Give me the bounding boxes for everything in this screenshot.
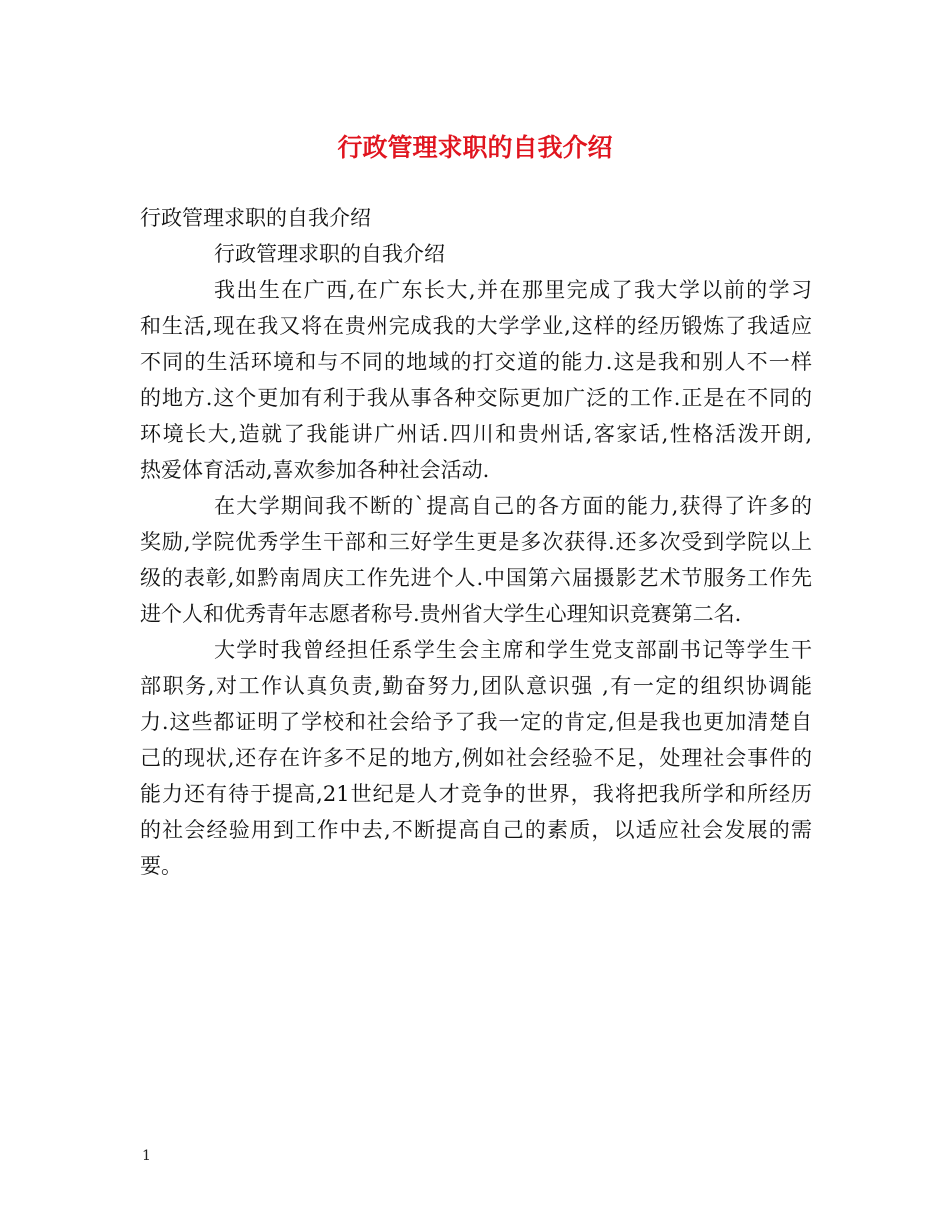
paragraph-line: 和生活,现在我又将在贵州完成我的大学学业,这样的经历锻炼了我适应 [140, 314, 812, 338]
paragraph-line: 大学时我曾经担任系学生会主席和学生党支部副书记等学生干 [214, 638, 812, 662]
document-body [140, 200, 812, 884]
paragraph-line: 进个人和优秀青年志愿者称号.贵州省大学生心理知识竞赛第二名. [140, 602, 742, 626]
paragraph-line: 不同的生活环境和与不同的地域的打交道的能力.这是我和别人不一样 [140, 350, 812, 374]
paragraph-line: 要。 [140, 854, 182, 878]
page-number: 1 [142, 1148, 151, 1164]
paragraph-line: 力.这些都证明了学校和社会给予了我一定的肯定,但是我也更加清楚自 [140, 710, 812, 734]
body-subheading: 行政管理求职的自我介绍 [214, 242, 445, 266]
paragraph-line: 在大学期间我不断的`提高自己的各方面的能力,获得了许多的 [214, 494, 812, 518]
paragraph-line: 热爱体育活动,喜欢参加各种社会活动. [140, 458, 490, 482]
paragraph-line: 能力还有待于提高,21世纪是人才竞争的世界，我将把我所学和所经历 [140, 782, 812, 806]
paragraph-line: 的地方.这个更加有利于我从事各种交际更加广泛的工作.正是在不同的 [140, 386, 812, 410]
paragraph-line: 环境长大,造就了我能讲广州话.四川和贵州话,客家话,性格活泼开朗, [140, 422, 812, 446]
paragraph-line: 奖励,学院优秀学生干部和三好学生更是多次获得.还多次受到学院以上 [140, 530, 812, 554]
paragraph-line: 级的表彰,如黔南周庆工作先进个人.中国第六届摄影艺术节服务工作先 [140, 566, 812, 590]
document-title: 行政管理求职的自我介绍 [337, 133, 613, 162]
paragraph-line: 己的现状,还存在许多不足的地方,例如社会经验不足，处理社会事件的 [140, 746, 812, 770]
body-heading: 行政管理求职的自我介绍 [140, 206, 371, 230]
paragraph-line: 的社会经验用到工作中去,不断提高自己的素质，以适应社会发展的需 [140, 818, 812, 842]
paragraph-line: 我出生在广西,在广东长大,并在那里完成了我大学以前的学习 [214, 278, 812, 302]
paragraph-line: 部职务,对工作认真负责,勤奋努力,团队意识强 ,有一定的组织协调能 [140, 674, 812, 698]
